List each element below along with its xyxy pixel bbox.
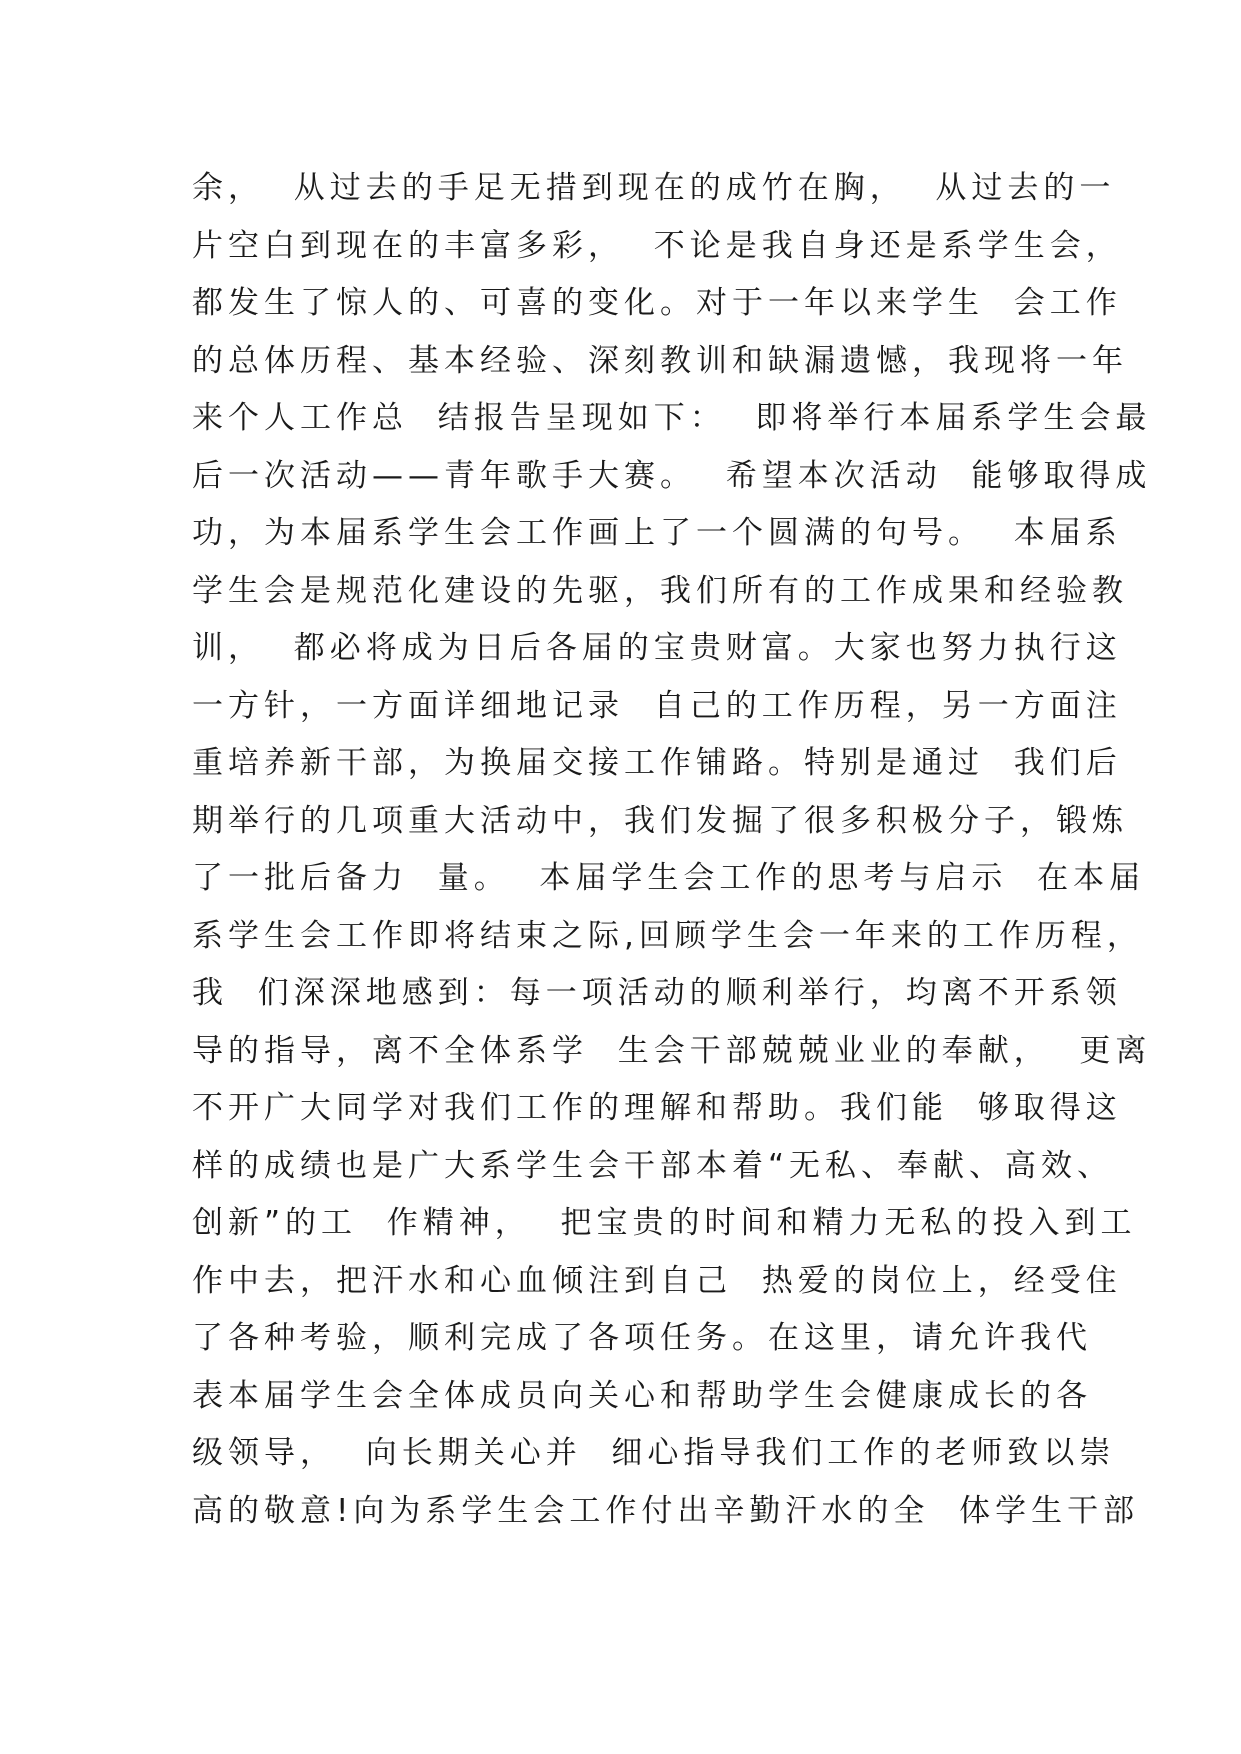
text-line-1: 余， 从过去的手足无措到现在的成竹在胸， 从过去的一 <box>192 170 1116 206</box>
text-line-19: 创新”的工 作精神， 把宝贵的时间和精力无私的投入到工 <box>192 1205 1137 1241</box>
text-line-8: 学生会是规范化建设的先驱，我们所有的工作成果和经验教 <box>192 572 1128 609</box>
text-line-23: 级领导， 向长期关心并 细心指导我们工作的老师致以崇 <box>192 1435 1116 1471</box>
text-line-5: 来个人工作总 结报告呈现如下： 即将举行本届系学生会最 <box>192 400 1152 436</box>
text-line-7: 功，为本届系学生会工作画上了一个圆满的句号。 本届系 <box>192 515 1122 551</box>
text-line-18: 样的成绩也是广大系学生会干部本着“无私、奉献、高效、 <box>192 1147 1114 1184</box>
text-line-21: 了各种考验，顺利完成了各项任务。在这里，请允许我代 <box>192 1320 1092 1356</box>
text-line-9: 训， 都必将成为日后各届的宝贵财富。大家也努力执行这 <box>192 630 1122 666</box>
text-line-24: 高的敬意!向为系学生会工作付出辛勤汗水的全 体学生干部 <box>192 1492 1140 1529</box>
text-line-4: 的总体历程、基本经验、深刻教训和缺漏遗憾，我现将一年 <box>192 342 1128 379</box>
text-line-10: 一方针，一方面详细地记录 自己的工作历程，另一方面注 <box>192 687 1122 724</box>
text-line-20: 作中去，把汗水和心血倾注到自己 热爱的岗位上，经受住 <box>192 1262 1122 1299</box>
text-line-3: 都发生了惊人的、可喜的变化。对于一年以来学生 会工作 <box>192 285 1122 321</box>
text-line-12: 期举行的几项重大活动中，我们发掘了很多积极分子，锻炼 <box>192 802 1128 839</box>
body-text <box>192 160 1152 1540</box>
text-line-11: 重培养新干部，为换届交接工作铺路。特别是通过 我们后 <box>192 745 1122 781</box>
text-line-6: 后一次活动——青年歌手大赛。 希望本次活动 能够取得成 <box>192 457 1152 494</box>
text-line-22: 表本届学生会全体成员向关心和帮助学生会健康成长的各 <box>192 1377 1092 1414</box>
text-line-16: 导的指导，离不全体系学 生会干部兢兢业业的奉献， 更离 <box>192 1032 1152 1069</box>
text-line-17: 不开广大同学对我们工作的理解和帮助。我们能 够取得这 <box>192 1090 1122 1126</box>
text-line-13: 了一批后备力 量。 本届学生会工作的思考与启示 在本届 <box>192 860 1146 896</box>
text-line-2: 片空白到现在的丰富多彩， 不论是我自身还是系学生会， <box>192 227 1122 264</box>
text-line-14: 系学生会工作即将结束之际,回顾学生会一年来的工作历程， <box>192 917 1143 954</box>
text-line-15: 我 们深深地感到：每一项活动的顺利举行，均离不开系领 <box>192 975 1122 1011</box>
